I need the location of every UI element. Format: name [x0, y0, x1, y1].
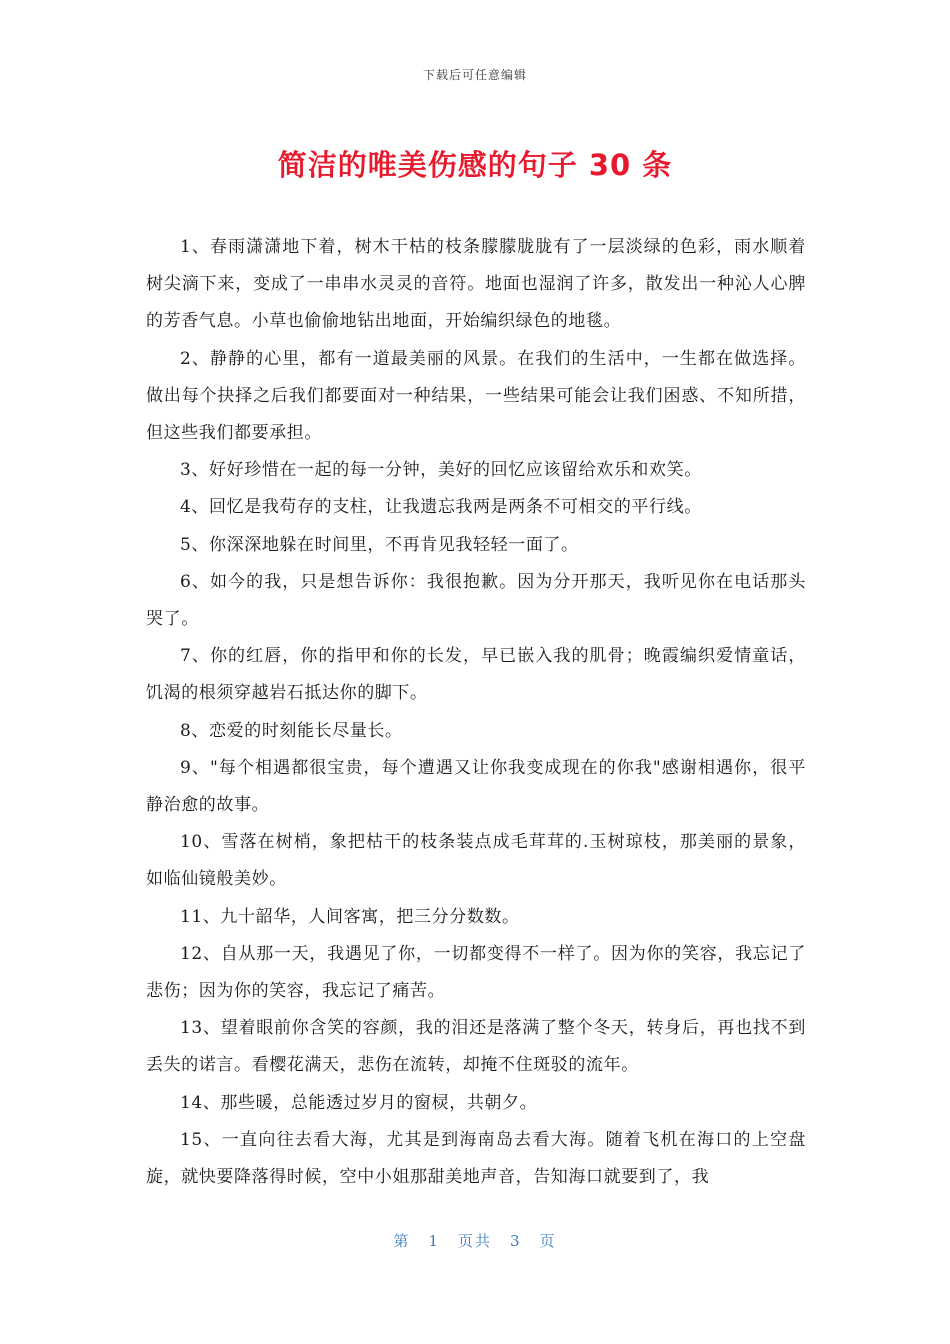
paragraph-9: 9、"每个相遇都很宝贵，每个遭遇又让你我变成现在的你我"感谢相遇你，很平静治愈的故事。 [146, 757, 806, 816]
footer-total-pages: 3 [510, 1232, 522, 1250]
paragraph-12: 12、自从那一天，我遇见了你，一切都变得不一样了。因为你的笑容，我忘记了悲伤；因为你的笑容，我忘记了痛苦。 [146, 943, 806, 1002]
paragraph-15: 15、一直向往去看大海，尤其是到海南岛去看大海。随着飞机在海口的上空盘旋，就快要降落得时候，空中小姐那甜美地声音，告知海口就要到了，我 [146, 1129, 806, 1188]
paragraph-1: 1、春雨潇潇地下着，树木干枯的枝条朦朦胧胧有了一层淡绿的色彩，雨水顺着树尖滴下来，变成了一串串水灵灵的音符。地面也湿润了许多，散发出一种沁人心脾的芳香气息。小草也偷偷地钻出地面，开始编织绿色的地毯。 [146, 237, 806, 332]
paragraph-14: 14、那些暖，总能透过岁月的窗棂，共朝夕。 [180, 1092, 538, 1113]
document-title: 简洁的唯美伤感的句子 30 条 [277, 148, 673, 182]
footer-page-label: 第 [393, 1232, 411, 1250]
paragraph-4: 4、回忆是我苟存的支柱，让我遗忘我两是两条不可相交的平行线。 [180, 497, 702, 518]
paragraph-8: 8、恋爱的时刻能长尽量长。 [180, 720, 403, 741]
paragraph-3: 3、好好珍惜在一起的每一分钟，美好的回忆应该留给欢乐和欢笑。 [180, 460, 702, 481]
footer-middle-label: 页共 [457, 1232, 492, 1250]
paragraph-11: 11、九十韶华，人间客寓，把三分分数数。 [180, 906, 520, 927]
paragraph-2: 2、静静的心里，都有一道最美丽的风景。在我们的生活中，一生都在做选择。做出每个抉择之后我们都要面对一种结果，一些结果可能会让我们困惑、不知所措，但这些我们都要承担。 [146, 348, 806, 444]
document-body [146, 229, 806, 1196]
footer-end-label: 页 [539, 1232, 557, 1250]
paragraph-6: 6、如今的我，只是想告诉你：我很抱歉。因为分开那天，我听见你在电话那头哭了。 [146, 571, 806, 630]
header-note: 下载后可任意编辑 [422, 68, 527, 82]
paragraph-10: 10、雪落在树梢，象把枯干的枝条装点成毛茸茸的.玉树琼枝，那美丽的景象，如临仙镜般美妙。 [146, 832, 806, 890]
paragraph-5: 5、你深深地躲在时间里，不再肯见我轻轻一面了。 [180, 534, 579, 555]
footer-page-number: 1 [428, 1232, 440, 1250]
paragraph-13: 13、望着眼前你含笑的容颜，我的泪还是落满了整个冬天，转身后，再也找不到丢失的诺言。看樱花满天，悲伤在流转，却掩不住斑驳的流年。 [146, 1018, 806, 1076]
page-footer [0, 1230, 950, 1251]
paragraph-7: 7、你的红唇，你的指甲和你的长发，早已嵌入我的肌骨；晚霞编织爱情童话，饥渴的根须穿越岩石抵达你的脚下。 [146, 646, 806, 704]
